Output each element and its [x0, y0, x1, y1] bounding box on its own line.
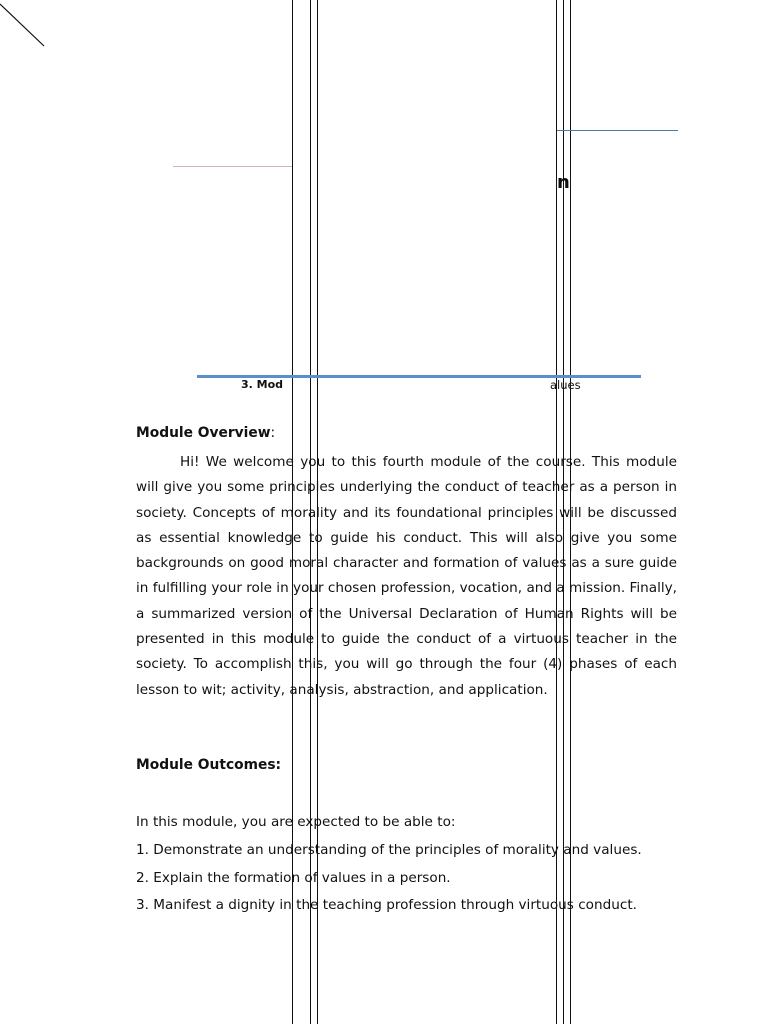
- toc-fragment-left: 3. Mod: [241, 378, 284, 391]
- outcome-item-1: 1. Demonstrate an understanding of the principles of morality and values.: [136, 842, 642, 858]
- module-overview-paragraph-text: Hi! We welcome you to this fourth module of the course. This module will give you some principles underlying the conduct of teacher as a person in society. Concepts of morality and its foundational principles will be discussed as essential knowledge to guide his conduct. This will also give you some backgrounds on good moral character and formation of values as a sure guide in fulfilling your role in your chosen profession, vocation, and a mission. Finally, a summarized version of the Universal Declaration of Human Rights will be presented in this module to guide the conduct of a virtuous teacher in the society. To accomplish this, you will go through the four (4) phases of each lesson to wit; activity, analysis, abstraction, and application.: [136, 454, 677, 698]
- header-rule-left: [173, 166, 292, 167]
- module-overview-paragraph: [136, 450, 677, 703]
- clipped-title-glyph: n: [557, 172, 570, 193]
- module-outcomes-heading: Module Outcomes:: [136, 757, 282, 773]
- corner-diagonal-line: [0, 0, 60, 60]
- module-overview-heading-text: Module Overview: [136, 425, 271, 441]
- module-overview-heading-colon: :: [270, 425, 276, 441]
- header-rule-right: [557, 130, 678, 131]
- module-overview-heading: [136, 425, 275, 441]
- module-outcomes-intro: In this module, you are expected to be able to:: [136, 814, 456, 830]
- outcome-item-3: 3. Manifest a dignity in the teaching profession through virtuous conduct.: [136, 897, 637, 913]
- outcome-item-2: 2. Explain the formation of values in a person.: [136, 870, 451, 886]
- toc-fragment-right: alues: [550, 378, 581, 392]
